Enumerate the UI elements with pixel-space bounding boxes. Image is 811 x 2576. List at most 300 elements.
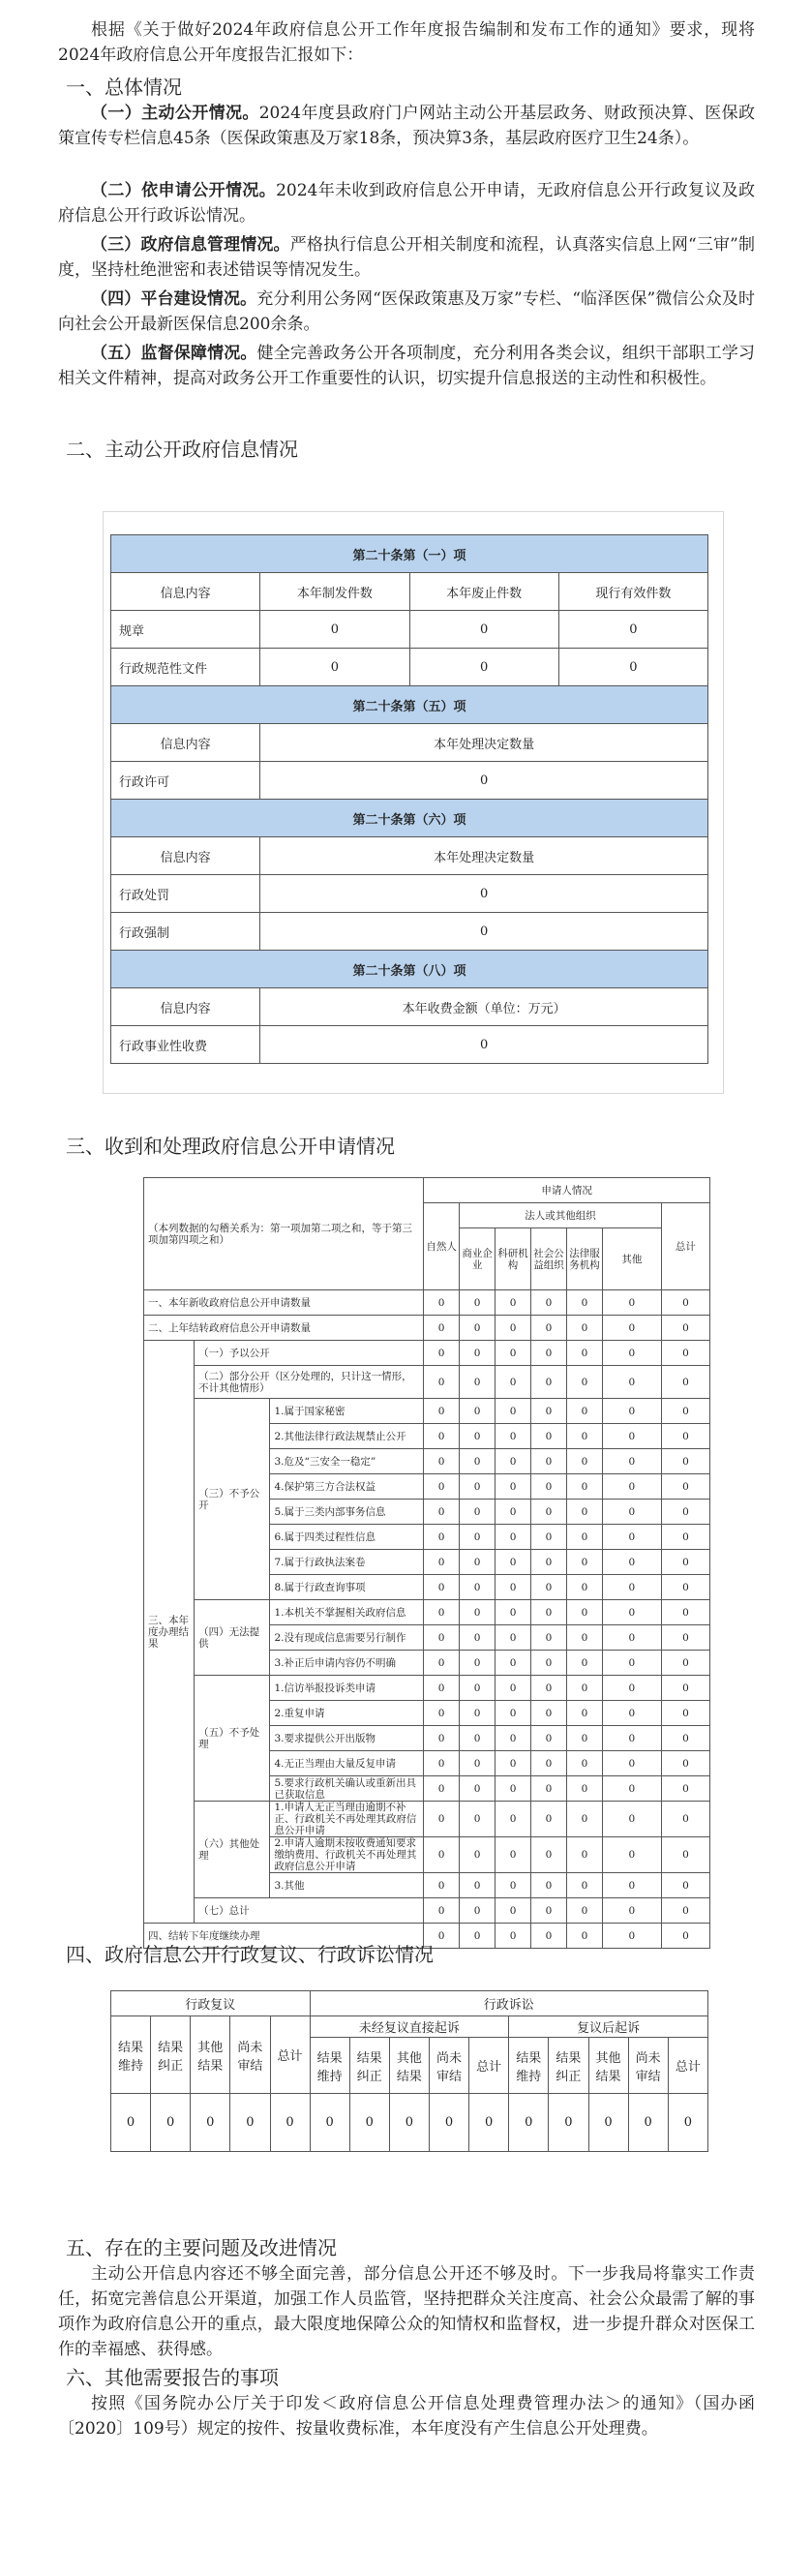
zero-cell: 0 bbox=[230, 2094, 270, 2152]
section-2-title: 二、主动公开政府信息情况 bbox=[66, 438, 298, 461]
col-valid: 现行有效件数 bbox=[558, 573, 707, 611]
table-corner-note: （本列数据的勾稽关系为：第一项加第二项之和，等于第三项加第四项之和） bbox=[144, 1178, 424, 1290]
zero-cell: 0 bbox=[566, 1837, 602, 1873]
s1-item-3-label: （三）政府信息管理情况。 bbox=[91, 235, 290, 255]
cell: 0 bbox=[260, 1026, 708, 1064]
sub-item: 2.申请人逾期未按收费通知要求缴纳费用、行政机关不再处理其政府信息公开申请 bbox=[270, 1837, 424, 1873]
s1-item-2-label: （二）依申请公开情况。 bbox=[91, 181, 277, 200]
zero-cell: 0 bbox=[602, 1316, 661, 1341]
lawsuit-col: 结果纠正 bbox=[349, 2038, 389, 2094]
zero-cell: 0 bbox=[496, 1290, 531, 1316]
col-abolished: 本年废止件数 bbox=[409, 573, 558, 611]
zero-cell: 0 bbox=[460, 1837, 496, 1873]
s1-item-5 bbox=[58, 341, 755, 391]
zero-cell: 0 bbox=[531, 1924, 567, 1949]
zero-cell: 0 bbox=[602, 1399, 661, 1424]
zero-cell: 0 bbox=[661, 1776, 709, 1802]
s1-item-2 bbox=[58, 178, 755, 228]
sub-item: 7.属于行政执法案卷 bbox=[270, 1550, 424, 1575]
zero-cell: 0 bbox=[566, 1575, 602, 1600]
col-content: 信息内容 bbox=[111, 837, 260, 875]
zero-cell: 0 bbox=[628, 2094, 668, 2152]
zero-cell: 0 bbox=[424, 1550, 460, 1575]
row-not-processed: （五）不予处理 bbox=[195, 1676, 270, 1802]
zero-cell: 0 bbox=[424, 1837, 460, 1873]
zero-cell: 0 bbox=[566, 1550, 602, 1575]
article-1-header: 第二十条第（一）项 bbox=[111, 535, 708, 573]
lawsuit-col: 结果纠正 bbox=[549, 2038, 588, 2094]
zero-cell: 0 bbox=[531, 1424, 567, 1449]
zero-cell: 0 bbox=[460, 1701, 496, 1726]
zero-cell: 0 bbox=[661, 1651, 709, 1676]
cell: 0 bbox=[260, 611, 409, 649]
zero-cell: 0 bbox=[602, 1873, 661, 1898]
s1-item-5-text: 健全完善政务公开各项制度，充分利用各类会议，组织干部职工学习相关文件精神，提高对政务公开工作重要性的认识，切实提升信息报送的主动性和积极性。 bbox=[58, 344, 756, 388]
zero-cell: 0 bbox=[661, 1701, 709, 1726]
lawsuit-col: 其他结果 bbox=[389, 2038, 429, 2094]
zero-cell: 0 bbox=[661, 1600, 709, 1625]
zero-cell: 0 bbox=[496, 1701, 531, 1726]
zero-cell: 0 bbox=[424, 1474, 460, 1500]
zero-cell: 0 bbox=[531, 1474, 567, 1500]
zero-cell: 0 bbox=[531, 1500, 567, 1525]
zero-cell: 0 bbox=[566, 1701, 602, 1726]
zero-cell: 0 bbox=[602, 1701, 661, 1726]
zero-cell: 0 bbox=[661, 1751, 709, 1776]
zero-cell: 0 bbox=[661, 1316, 709, 1341]
zero-cell: 0 bbox=[661, 1341, 709, 1366]
s1-item-4 bbox=[58, 287, 755, 337]
review-col: 结果纠正 bbox=[151, 2016, 191, 2094]
cell: 0 bbox=[260, 762, 708, 800]
sub-item: 4.保护第三方合法权益 bbox=[270, 1474, 424, 1500]
col-business: 商业企业 bbox=[460, 1228, 496, 1290]
zero-cell: 0 bbox=[460, 1341, 496, 1366]
zero-cell: 0 bbox=[460, 1575, 496, 1600]
direct-lawsuit-header: 未经复议直接起诉 bbox=[310, 2016, 509, 2038]
zero-cell: 0 bbox=[111, 2094, 151, 2152]
zero-cell: 0 bbox=[496, 1676, 531, 1701]
row-section-results: 三、本年度办理结果 bbox=[144, 1341, 195, 1924]
row-other-handling: （六）其他处理 bbox=[195, 1802, 270, 1898]
zero-cell: 0 bbox=[496, 1751, 531, 1776]
zero-cell: 0 bbox=[566, 1600, 602, 1625]
sub-item: 2.重复申请 bbox=[270, 1701, 424, 1726]
zero-cell: 0 bbox=[602, 1290, 661, 1316]
zero-cell: 0 bbox=[531, 1751, 567, 1776]
sub-item: 3.危及“三安全一稳定” bbox=[270, 1449, 424, 1474]
applicant-header: 申请人情况 bbox=[424, 1178, 710, 1203]
zero-cell: 0 bbox=[602, 1676, 661, 1701]
zero-cell: 0 bbox=[566, 1290, 602, 1316]
zero-cell: 0 bbox=[496, 1550, 531, 1575]
zero-cell: 0 bbox=[460, 1600, 496, 1625]
zero-cell: 0 bbox=[661, 1726, 709, 1751]
zero-cell: 0 bbox=[424, 1316, 460, 1341]
intro-paragraph: 根据《关于做好2024年政府信息公开工作年度报告编制和发布工作的通知》要求，现将2024年政府信息公开年度报告汇报如下： bbox=[58, 20, 755, 65]
zero-cell: 0 bbox=[424, 1366, 460, 1399]
zero-cell: 0 bbox=[460, 1898, 496, 1924]
zero-cell: 0 bbox=[566, 1316, 602, 1341]
row-total: （七）总计 bbox=[195, 1898, 424, 1924]
zero-cell: 0 bbox=[191, 2094, 230, 2152]
lawsuit-col: 总计 bbox=[668, 2038, 707, 2094]
zero-cell: 0 bbox=[661, 1676, 709, 1701]
zero-cell: 0 bbox=[531, 1625, 567, 1651]
zero-cell: 0 bbox=[424, 1924, 460, 1949]
cell: 0 bbox=[409, 611, 558, 649]
lawsuit-col: 尚未审结 bbox=[430, 2038, 469, 2094]
zero-cell: 0 bbox=[602, 1726, 661, 1751]
zero-cell: 0 bbox=[531, 1776, 567, 1802]
zero-cell: 0 bbox=[424, 1399, 460, 1424]
natural-person-header: 自然人 bbox=[424, 1203, 460, 1290]
zero-cell: 0 bbox=[531, 1898, 567, 1924]
zero-cell: 0 bbox=[424, 1676, 460, 1701]
zero-cell: 0 bbox=[424, 1600, 460, 1625]
section-5-title: 五、存在的主要问题及改进情况 bbox=[66, 2236, 337, 2259]
row-partial: （二）部分公开（区分处理的，只计这一情形，不计其他情形） bbox=[195, 1366, 424, 1399]
sub-item: 1.属于国家秘密 bbox=[270, 1399, 424, 1424]
zero-cell: 0 bbox=[602, 1751, 661, 1776]
s1-item-4-text: 充分利用公务网“医保政策惠及万家”专栏、“临泽医保”微信公众及时向社会公开最新医保信息200余条。 bbox=[58, 289, 756, 334]
sub-item: 5.属于三类内部事务信息 bbox=[270, 1500, 424, 1525]
zero-cell: 0 bbox=[496, 1449, 531, 1474]
zero-cell: 0 bbox=[424, 1500, 460, 1525]
sub-item: 3.补正后申请内容仍不明确 bbox=[270, 1651, 424, 1676]
zero-cell: 0 bbox=[424, 1651, 460, 1676]
zero-cell: 0 bbox=[566, 1776, 602, 1802]
zero-cell: 0 bbox=[566, 1898, 602, 1924]
section-5-text: 主动公开信息内容还不够全面完善，部分信息公开还不够及时。下一步我局将靠实工作责任，拓宽完善信息公开渠道，加强工作人员监管，坚持把群众关注度高、社会公众最需了解的事项作为政府信息公开的重点，最大限度地保障公众的知情权和监督权，进一步提升群众对医保工作的幸福感、获得感。 bbox=[58, 2264, 755, 2359]
zero-cell: 0 bbox=[460, 1316, 496, 1341]
zero-cell: 0 bbox=[566, 1924, 602, 1949]
lawsuit-col: 其他结果 bbox=[588, 2038, 628, 2094]
zero-cell: 0 bbox=[602, 1500, 661, 1525]
col-fee: 本年收费金额（单位：万元） bbox=[260, 988, 708, 1026]
col-content: 信息内容 bbox=[111, 724, 260, 762]
zero-cell: 0 bbox=[460, 1924, 496, 1949]
zero-cell: 0 bbox=[566, 1366, 602, 1399]
row-carried-over: 二、上年结转政府信息公开申请数量 bbox=[144, 1316, 424, 1341]
zero-cell: 0 bbox=[602, 1837, 661, 1873]
zero-cell: 0 bbox=[602, 1924, 661, 1949]
zero-cell: 0 bbox=[496, 1802, 531, 1837]
sub-item: 1.本机关不掌握相关政府信息 bbox=[270, 1600, 424, 1625]
sub-item: 4.无正当理由大量反复申请 bbox=[270, 1751, 424, 1776]
lawsuit-col: 结果维持 bbox=[310, 2038, 349, 2094]
sub-item: 2.其他法律行政法规禁止公开 bbox=[270, 1424, 424, 1449]
row-carry-forward: 四、结转下年度继续办理 bbox=[144, 1924, 424, 1949]
article-8-header: 第二十条第（八）项 bbox=[111, 951, 708, 988]
zero-cell: 0 bbox=[424, 1449, 460, 1474]
zero-cell: 0 bbox=[531, 1550, 567, 1575]
cell: 0 bbox=[558, 649, 707, 686]
section-3-title: 三、收到和处理政府信息公开申请情况 bbox=[66, 1135, 395, 1158]
zero-cell: 0 bbox=[661, 1366, 709, 1399]
zero-cell: 0 bbox=[430, 2094, 469, 2152]
zero-cell: 0 bbox=[531, 1525, 567, 1550]
review-lawsuit-table bbox=[110, 1990, 708, 2152]
zero-cell: 0 bbox=[661, 1924, 709, 1949]
zero-cell: 0 bbox=[602, 1474, 661, 1500]
row-not-disclosed: （三）不予公开 bbox=[195, 1399, 270, 1600]
legal-entity-header: 法人或其他组织 bbox=[460, 1203, 662, 1228]
section-6-text: 按照《国务院办公厅关于印发＜政府信息公开信息处理费管理办法＞的通知》（国办函〔2020〕109号）规定的按件、按量收费标准，本年度没有产生信息公开处理费。 bbox=[58, 2394, 755, 2439]
section-4-title: 四、政府信息公开行政复议、行政诉讼情况 bbox=[66, 1943, 434, 1966]
zero-cell: 0 bbox=[602, 1341, 661, 1366]
zero-cell: 0 bbox=[602, 1525, 661, 1550]
article-6-header: 第二十条第（六）项 bbox=[111, 800, 708, 837]
zero-cell: 0 bbox=[549, 2094, 588, 2152]
zero-cell: 0 bbox=[151, 2094, 191, 2152]
row-label: 行政强制 bbox=[111, 913, 260, 951]
row-disclosed: （一）予以公开 bbox=[195, 1341, 424, 1366]
zero-cell: 0 bbox=[496, 1600, 531, 1625]
s1-item-4-label: （四）平台建设情况。 bbox=[91, 289, 257, 309]
zero-cell: 0 bbox=[602, 1575, 661, 1600]
zero-cell: 0 bbox=[424, 1424, 460, 1449]
col-research: 科研机构 bbox=[496, 1228, 531, 1290]
zero-cell: 0 bbox=[661, 1399, 709, 1424]
col-legal-service: 法律服务机构 bbox=[566, 1228, 602, 1290]
zero-cell: 0 bbox=[661, 1898, 709, 1924]
zero-cell: 0 bbox=[566, 1525, 602, 1550]
cell: 0 bbox=[260, 913, 708, 951]
zero-cell: 0 bbox=[566, 1651, 602, 1676]
col-other: 其他 bbox=[602, 1228, 661, 1290]
sub-item: 6.属于四类过程性信息 bbox=[270, 1525, 424, 1550]
zero-cell: 0 bbox=[424, 1701, 460, 1726]
cell: 0 bbox=[260, 649, 409, 686]
sub-item: 2.没有现成信息需要另行制作 bbox=[270, 1625, 424, 1651]
row-new-applications: 一、本年新收政府信息公开申请数量 bbox=[144, 1290, 424, 1316]
zero-cell: 0 bbox=[661, 1290, 709, 1316]
zero-cell: 0 bbox=[566, 1500, 602, 1525]
total-header: 总计 bbox=[661, 1203, 709, 1290]
application-handling-table bbox=[143, 1177, 710, 1949]
after-review-header: 复议后起诉 bbox=[509, 2016, 708, 2038]
zero-cell: 0 bbox=[509, 2094, 549, 2152]
section-6-title: 六、其他需要报告的事项 bbox=[66, 2366, 279, 2389]
zero-cell: 0 bbox=[661, 1873, 709, 1898]
zero-cell: 0 bbox=[531, 1701, 567, 1726]
zero-cell: 0 bbox=[531, 1316, 567, 1341]
zero-cell: 0 bbox=[566, 1449, 602, 1474]
col-nonprofit: 社会公益组织 bbox=[531, 1228, 567, 1290]
admin-review-header: 行政复议 bbox=[111, 1991, 311, 2016]
s1-item-1-label: （一）主动公开情况。 bbox=[91, 104, 259, 123]
zero-cell: 0 bbox=[310, 2094, 349, 2152]
zero-cell: 0 bbox=[566, 1341, 602, 1366]
zero-cell: 0 bbox=[531, 1651, 567, 1676]
zero-cell: 0 bbox=[661, 1500, 709, 1525]
zero-cell: 0 bbox=[531, 1726, 567, 1751]
zero-cell: 0 bbox=[424, 1726, 460, 1751]
row-unable: （四）无法提供 bbox=[195, 1600, 270, 1676]
zero-cell: 0 bbox=[496, 1525, 531, 1550]
row-label: 行政处罚 bbox=[111, 875, 260, 913]
zero-cell: 0 bbox=[531, 1676, 567, 1701]
zero-cell: 0 bbox=[496, 1873, 531, 1898]
sub-item: 8.属于行政查询事项 bbox=[270, 1575, 424, 1600]
zero-cell: 0 bbox=[566, 1625, 602, 1651]
zero-cell: 0 bbox=[349, 2094, 389, 2152]
zero-cell: 0 bbox=[566, 1474, 602, 1500]
zero-cell: 0 bbox=[424, 1525, 460, 1550]
zero-cell: 0 bbox=[661, 1424, 709, 1449]
zero-cell: 0 bbox=[661, 1474, 709, 1500]
zero-cell: 0 bbox=[531, 1366, 567, 1399]
proactive-disclosure-table bbox=[110, 534, 708, 1064]
zero-cell: 0 bbox=[661, 1449, 709, 1474]
zero-cell: 0 bbox=[460, 1449, 496, 1474]
zero-cell: 0 bbox=[566, 1424, 602, 1449]
zero-cell: 0 bbox=[531, 1600, 567, 1625]
row-label: 行政事业性收费 bbox=[111, 1026, 260, 1064]
review-col: 其他结果 bbox=[191, 2016, 230, 2094]
s1-item-3-text: 严格执行信息公开相关制度和流程，认真落实信息上网“三审”制度，坚持杜绝泄密和表述错误等情况发生。 bbox=[58, 235, 755, 280]
zero-cell: 0 bbox=[460, 1399, 496, 1424]
zero-cell: 0 bbox=[661, 1525, 709, 1550]
zero-cell: 0 bbox=[460, 1500, 496, 1525]
col-content: 信息内容 bbox=[111, 573, 260, 611]
zero-cell: 0 bbox=[460, 1802, 496, 1837]
col-decisions: 本年处理决定数量 bbox=[260, 724, 708, 762]
col-content: 信息内容 bbox=[111, 988, 260, 1026]
zero-cell: 0 bbox=[566, 1802, 602, 1837]
s1-item-2-text: 2024年未收到政府信息公开申请，无政府信息公开行政复议及政府信息公开行政诉讼情况。 bbox=[58, 181, 756, 226]
zero-cell: 0 bbox=[496, 1500, 531, 1525]
zero-cell: 0 bbox=[460, 1474, 496, 1500]
zero-cell: 0 bbox=[496, 1316, 531, 1341]
review-col: 总计 bbox=[270, 2016, 310, 2094]
zero-cell: 0 bbox=[460, 1651, 496, 1676]
zero-cell: 0 bbox=[496, 1399, 531, 1424]
zero-cell: 0 bbox=[668, 2094, 707, 2152]
zero-cell: 0 bbox=[460, 1290, 496, 1316]
zero-cell: 0 bbox=[602, 1898, 661, 1924]
zero-cell: 0 bbox=[424, 1776, 460, 1802]
zero-cell: 0 bbox=[496, 1424, 531, 1449]
sub-item: 5.要求行政机关确认或重新出具已获取信息 bbox=[270, 1776, 424, 1802]
zero-cell: 0 bbox=[496, 1341, 531, 1366]
sub-item: 3.其他 bbox=[270, 1873, 424, 1898]
section-1-title: 一、总体情况 bbox=[66, 76, 182, 99]
zero-cell: 0 bbox=[602, 1802, 661, 1837]
zero-cell: 0 bbox=[531, 1873, 567, 1898]
zero-cell: 0 bbox=[460, 1676, 496, 1701]
zero-cell: 0 bbox=[602, 1366, 661, 1399]
zero-cell: 0 bbox=[424, 1873, 460, 1898]
zero-cell: 0 bbox=[661, 1837, 709, 1873]
cell: 0 bbox=[260, 875, 708, 913]
zero-cell: 0 bbox=[496, 1474, 531, 1500]
zero-cell: 0 bbox=[566, 1873, 602, 1898]
zero-cell: 0 bbox=[460, 1776, 496, 1802]
zero-cell: 0 bbox=[496, 1776, 531, 1802]
lawsuit-col: 总计 bbox=[469, 2038, 509, 2094]
zero-cell: 0 bbox=[424, 1575, 460, 1600]
zero-cell: 0 bbox=[424, 1341, 460, 1366]
sub-item: 1.申请人无正当理由逾期不补正、行政机关不再处理其政府信息公开申请 bbox=[270, 1802, 424, 1837]
col-issued: 本年制发件数 bbox=[260, 573, 409, 611]
zero-cell: 0 bbox=[661, 1575, 709, 1600]
zero-cell: 0 bbox=[496, 1366, 531, 1399]
zero-cell: 0 bbox=[566, 1676, 602, 1701]
s1-item-5-label: （五）监督保障情况。 bbox=[91, 344, 257, 363]
zero-cell: 0 bbox=[460, 1726, 496, 1751]
zero-cell: 0 bbox=[661, 1802, 709, 1837]
zero-cell: 0 bbox=[566, 1726, 602, 1751]
zero-cell: 0 bbox=[531, 1341, 567, 1366]
zero-cell: 0 bbox=[566, 1399, 602, 1424]
zero-cell: 0 bbox=[424, 1290, 460, 1316]
sub-item: 1.信访举报投诉类申请 bbox=[270, 1676, 424, 1701]
zero-cell: 0 bbox=[496, 1625, 531, 1651]
zero-cell: 0 bbox=[460, 1873, 496, 1898]
s1-item-3 bbox=[58, 232, 755, 283]
zero-cell: 0 bbox=[602, 1776, 661, 1802]
zero-cell: 0 bbox=[424, 1751, 460, 1776]
zero-cell: 0 bbox=[460, 1751, 496, 1776]
admin-lawsuit-header: 行政诉讼 bbox=[310, 1991, 707, 2016]
zero-cell: 0 bbox=[588, 2094, 628, 2152]
zero-cell: 0 bbox=[460, 1525, 496, 1550]
review-col: 尚未审结 bbox=[230, 2016, 270, 2094]
zero-cell: 0 bbox=[460, 1366, 496, 1399]
row-label: 规章 bbox=[111, 611, 260, 649]
zero-cell: 0 bbox=[602, 1651, 661, 1676]
zero-cell: 0 bbox=[602, 1424, 661, 1449]
row-label: 行政规范性文件 bbox=[111, 649, 260, 686]
zero-cell: 0 bbox=[661, 1625, 709, 1651]
zero-cell: 0 bbox=[661, 1550, 709, 1575]
zero-cell: 0 bbox=[496, 1651, 531, 1676]
zero-cell: 0 bbox=[424, 1625, 460, 1651]
zero-cell: 0 bbox=[460, 1625, 496, 1651]
zero-cell: 0 bbox=[531, 1399, 567, 1424]
zero-cell: 0 bbox=[496, 1898, 531, 1924]
zero-cell: 0 bbox=[602, 1600, 661, 1625]
zero-cell: 0 bbox=[496, 1924, 531, 1949]
cell: 0 bbox=[409, 649, 558, 686]
zero-cell: 0 bbox=[566, 1751, 602, 1776]
cell: 0 bbox=[558, 611, 707, 649]
sub-item: 3.要求提供公开出版物 bbox=[270, 1726, 424, 1751]
zero-cell: 0 bbox=[424, 1802, 460, 1837]
zero-cell: 0 bbox=[531, 1802, 567, 1837]
zero-cell: 0 bbox=[270, 2094, 310, 2152]
review-col: 结果维持 bbox=[111, 2016, 151, 2094]
article-5-header: 第二十条第（五）项 bbox=[111, 686, 708, 724]
zero-cell: 0 bbox=[602, 1550, 661, 1575]
zero-cell: 0 bbox=[531, 1290, 567, 1316]
zero-cell: 0 bbox=[531, 1449, 567, 1474]
zero-cell: 0 bbox=[496, 1575, 531, 1600]
zero-cell: 0 bbox=[602, 1625, 661, 1651]
zero-cell: 0 bbox=[531, 1837, 567, 1873]
col-decisions: 本年处理决定数量 bbox=[260, 837, 708, 875]
lawsuit-col: 尚未审结 bbox=[628, 2038, 668, 2094]
zero-cell: 0 bbox=[531, 1575, 567, 1600]
zero-cell: 0 bbox=[460, 1424, 496, 1449]
zero-cell: 0 bbox=[469, 2094, 509, 2152]
zero-cell: 0 bbox=[602, 1449, 661, 1474]
zero-cell: 0 bbox=[496, 1837, 531, 1873]
s1-item-1-text: 2024年度县政府门户网站主动公开基层政务、财政预决算、医保政策宣传专栏信息45条（医保政策惠及万家18条，预决算3条，基层政府医疗卫生24条）。 bbox=[58, 104, 756, 148]
s1-item-1 bbox=[58, 101, 755, 151]
